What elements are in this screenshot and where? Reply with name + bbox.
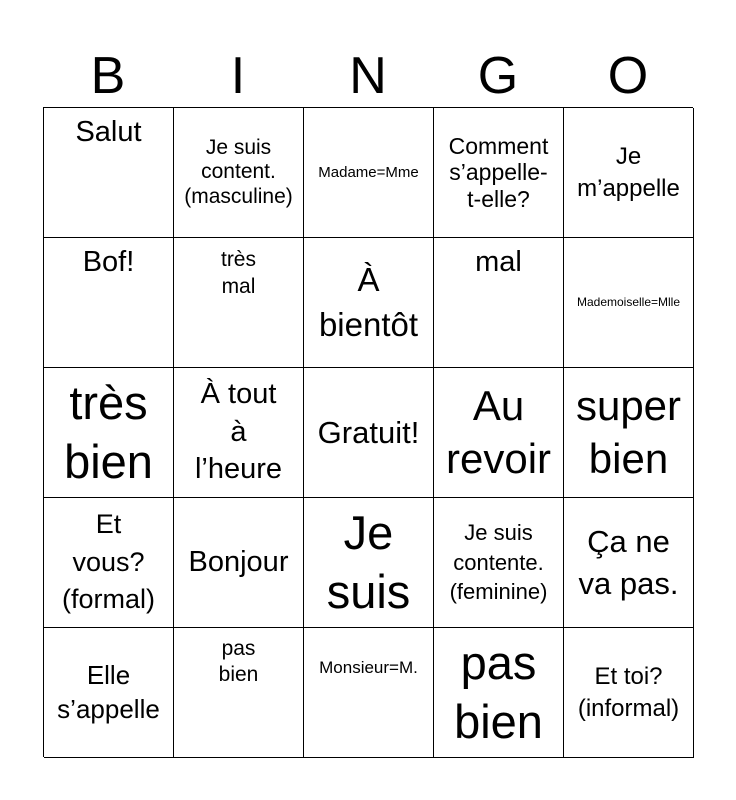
cell-text: mal (475, 246, 522, 278)
bingo-cell[interactable] (304, 498, 434, 628)
cell-text: Au revoir (445, 382, 552, 482)
cell-text: pas bien (454, 635, 543, 748)
bingo-cell[interactable] (44, 108, 174, 238)
cell-text: Et toi? (informal) (577, 663, 680, 722)
bingo-cell[interactable] (174, 628, 304, 758)
bingo-cell[interactable] (174, 368, 304, 498)
cell-text: Mademoiselle=Mlle (576, 294, 681, 309)
cell-text: Je suis contente. (feminine) (449, 519, 548, 605)
header-letter-b: B (90, 47, 126, 105)
cell-text: À tout à l’heure (194, 377, 283, 486)
bingo-cell[interactable] (304, 628, 434, 758)
header-letter-o: O (607, 47, 649, 105)
bingo-cell[interactable] (434, 368, 564, 498)
cell-text: pas bien (218, 637, 259, 687)
cell-text: Gratuit! (317, 414, 420, 450)
cell-text: Je suis (326, 505, 411, 618)
bingo-header (43, 44, 693, 108)
bingo-cell[interactable] (44, 368, 174, 498)
cell-text: Et vous? (formal) (62, 508, 155, 615)
cell-text: Je m’appelle (577, 143, 680, 202)
bingo-cell[interactable] (564, 498, 694, 628)
bingo-cell[interactable] (304, 238, 434, 368)
header-letter-i: I (230, 47, 246, 105)
bingo-cell[interactable] (564, 628, 694, 758)
cell-text: Je suis content. (masculine) (184, 136, 293, 208)
cell-text: Monsieur=M. (319, 658, 418, 677)
cell-text: Ça ne va pas. (578, 523, 679, 601)
bingo-cell[interactable] (434, 498, 564, 628)
bingo-cell[interactable] (304, 108, 434, 238)
cell-text: Bof! (82, 246, 135, 278)
bingo-cell[interactable] (174, 108, 304, 238)
cell-text: Comment s’appelle- t-elle? (448, 132, 549, 212)
cell-text: très mal (220, 248, 256, 299)
cell-text: Elle s’appelle (57, 659, 160, 724)
cell-text: Salut (75, 116, 142, 148)
header-letter-n: N (349, 47, 387, 105)
bingo-cell[interactable] (564, 108, 694, 238)
bingo-cell[interactable] (174, 498, 304, 628)
bingo-board (43, 107, 693, 757)
bingo-cell[interactable] (434, 628, 564, 758)
bingo-cell[interactable] (564, 238, 694, 368)
cell-text: super bien (575, 382, 682, 482)
cell-text: Bonjour (188, 545, 289, 578)
cell-text: très bien (64, 375, 153, 488)
cell-text: À bientôt (318, 260, 419, 343)
cell-text: Madame=Mme (318, 163, 419, 181)
bingo-cell[interactable] (44, 238, 174, 368)
bingo-cell[interactable] (564, 368, 694, 498)
bingo-cell[interactable] (434, 238, 564, 368)
bingo-cell[interactable] (304, 368, 434, 498)
header-letter-g: G (477, 47, 519, 105)
bingo-cell[interactable] (174, 238, 304, 368)
bingo-cell[interactable] (44, 628, 174, 758)
bingo-cell[interactable] (434, 108, 564, 238)
bingo-cell[interactable] (44, 498, 174, 628)
